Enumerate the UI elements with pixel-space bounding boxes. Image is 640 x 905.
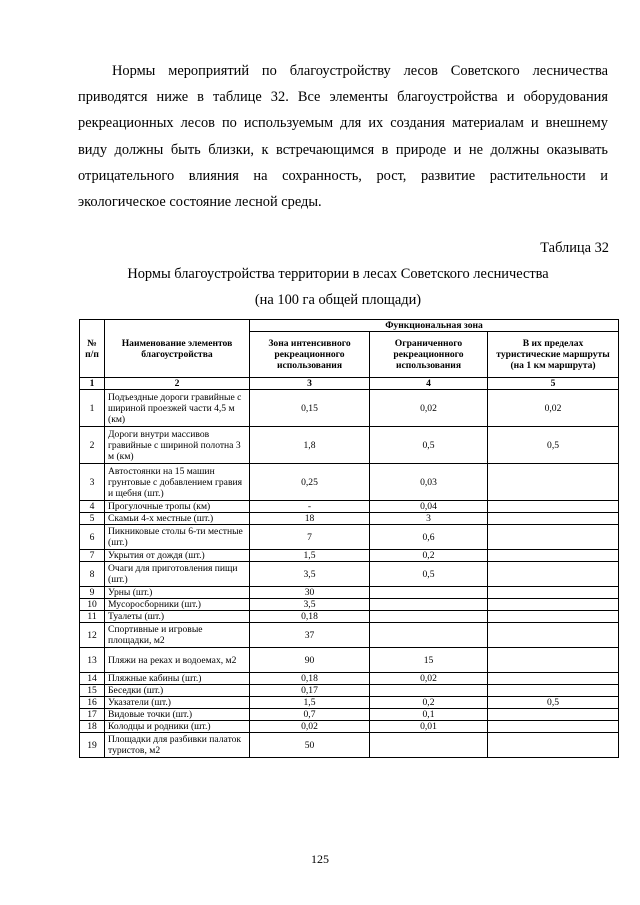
row-route-value-cell	[488, 709, 619, 721]
row-intensive-value-cell: 1,8	[250, 427, 370, 464]
row-route-value-cell	[488, 721, 619, 733]
header-limited-zone: Ограниченного рекреационного использования	[370, 332, 488, 378]
row-limited-value-cell: 0,04	[370, 501, 488, 513]
row-intensive-value-cell: -	[250, 501, 370, 513]
index-cell: 2	[105, 378, 250, 390]
table-row	[80, 697, 619, 709]
row-number-cell: 2	[80, 427, 105, 464]
row-name-cell: Автостоянки на 15 машин грунтовые с добавлением гравия и щебня (шт.)	[105, 464, 250, 501]
row-intensive-value-cell: 37	[250, 623, 370, 648]
row-route-value-cell	[488, 599, 619, 611]
row-limited-value-cell	[370, 599, 488, 611]
row-route-value-cell	[488, 587, 619, 599]
row-intensive-value-cell: 30	[250, 587, 370, 599]
row-name-cell: Указатели (шт.)	[105, 697, 250, 709]
header-tourist-routes: В их пределах туристические маршруты (на 1 км маршрута)	[488, 332, 619, 378]
table-row	[80, 599, 619, 611]
row-name-cell: Пикниковые столы 6-ти местные (шт.)	[105, 525, 250, 550]
table-body	[80, 390, 619, 758]
row-number-cell: 14	[80, 673, 105, 685]
row-intensive-value-cell: 90	[250, 648, 370, 673]
table-row	[80, 648, 619, 673]
row-number-cell: 3	[80, 464, 105, 501]
row-route-value-cell: 0,5	[488, 697, 619, 709]
table-row	[80, 562, 619, 587]
row-limited-value-cell: 3	[370, 513, 488, 525]
table-row	[80, 513, 619, 525]
row-name-cell: Туалеты (шт.)	[105, 611, 250, 623]
row-route-value-cell	[488, 525, 619, 550]
row-intensive-value-cell: 1,5	[250, 550, 370, 562]
row-name-cell: Мусоросборники (шт.)	[105, 599, 250, 611]
header-functional-zone: Функциональная зона	[250, 320, 619, 332]
row-number-cell: 11	[80, 611, 105, 623]
row-intensive-value-cell: 0,02	[250, 721, 370, 733]
table-row	[80, 390, 619, 427]
row-route-value-cell	[488, 611, 619, 623]
row-limited-value-cell: 0,2	[370, 550, 488, 562]
row-route-value-cell: 0,02	[488, 390, 619, 427]
table-row	[80, 464, 619, 501]
row-number-cell: 10	[80, 599, 105, 611]
row-route-value-cell	[488, 550, 619, 562]
row-route-value-cell	[488, 464, 619, 501]
row-intensive-value-cell: 0,17	[250, 685, 370, 697]
row-limited-value-cell	[370, 587, 488, 599]
row-intensive-value-cell: 3,5	[250, 562, 370, 587]
row-number-cell: 4	[80, 501, 105, 513]
table-row	[80, 501, 619, 513]
row-route-value-cell: 0,5	[488, 427, 619, 464]
row-name-cell: Подъездные дороги гравийные с шириной проезжей части 4,5 м (км)	[105, 390, 250, 427]
row-number-cell: 12	[80, 623, 105, 648]
header-name: Наименование элементов благоустройства	[105, 320, 250, 378]
intro-paragraph	[78, 58, 608, 215]
norms-table	[79, 319, 619, 758]
row-number-cell: 15	[80, 685, 105, 697]
row-limited-value-cell: 0,5	[370, 562, 488, 587]
row-route-value-cell	[488, 648, 619, 673]
row-route-value-cell	[488, 685, 619, 697]
row-limited-value-cell: 0,02	[370, 390, 488, 427]
paragraph-line: виду должны быть близки, к встречающимся в природе и не должны оказывать	[78, 141, 608, 158]
header-intensive-zone: Зона интенсивного рекреационного использования	[250, 332, 370, 378]
row-number-cell: 5	[80, 513, 105, 525]
page-number: 125	[311, 852, 329, 866]
row-intensive-value-cell: 18	[250, 513, 370, 525]
row-number-cell: 9	[80, 587, 105, 599]
row-route-value-cell	[488, 562, 619, 587]
paragraph-line: рекреационных лесов по используемым для их создания материалам и внешнему	[78, 115, 608, 132]
row-intensive-value-cell: 50	[250, 733, 370, 758]
row-intensive-value-cell: 7	[250, 525, 370, 550]
index-cell: 3	[250, 378, 370, 390]
row-number-cell: 16	[80, 697, 105, 709]
row-name-cell: Площадки для разбивки палаток туристов, м2	[105, 733, 250, 758]
row-limited-value-cell	[370, 623, 488, 648]
row-number-cell: 6	[80, 525, 105, 550]
row-intensive-value-cell: 0,25	[250, 464, 370, 501]
row-name-cell: Укрытия от дождя (шт.)	[105, 550, 250, 562]
row-name-cell: Пляжные кабины (шт.)	[105, 673, 250, 685]
table-row	[80, 550, 619, 562]
row-number-cell: 18	[80, 721, 105, 733]
row-number-cell: 7	[80, 550, 105, 562]
row-name-cell: Колодцы и родники (шт.)	[105, 721, 250, 733]
row-number-cell: 19	[80, 733, 105, 758]
row-limited-value-cell: 0,03	[370, 464, 488, 501]
row-intensive-value-cell: 1,5	[250, 697, 370, 709]
table-row	[80, 709, 619, 721]
table-row	[80, 685, 619, 697]
table-row	[80, 525, 619, 550]
row-intensive-value-cell: 0,15	[250, 390, 370, 427]
row-name-cell: Пляжи на реках и водоемах, м2	[105, 648, 250, 673]
row-route-value-cell	[488, 623, 619, 648]
row-name-cell: Спортивные и игровые площадки, м2	[105, 623, 250, 648]
table-title: Нормы благоустройства территории в лесах Советского лесничества	[127, 266, 549, 282]
index-cell: 5	[488, 378, 619, 390]
paragraph-line: приводятся ниже в таблице 32. Все элементы благоустройства и оборудования	[78, 89, 608, 106]
row-limited-value-cell	[370, 611, 488, 623]
row-name-cell: Беседки (шт.)	[105, 685, 250, 697]
row-name-cell: Прогулочные тропы (км)	[105, 501, 250, 513]
row-limited-value-cell: 0,1	[370, 709, 488, 721]
row-name-cell: Урны (шт.)	[105, 587, 250, 599]
row-limited-value-cell	[370, 733, 488, 758]
table-row	[80, 733, 619, 758]
row-intensive-value-cell: 0,18	[250, 673, 370, 685]
row-name-cell: Очаги для приготовления пищи (шт.)	[105, 562, 250, 587]
table-row	[80, 673, 619, 685]
row-route-value-cell	[488, 513, 619, 525]
table-row	[80, 587, 619, 599]
row-number-cell: 13	[80, 648, 105, 673]
row-limited-value-cell: 0,02	[370, 673, 488, 685]
row-limited-value-cell: 0,01	[370, 721, 488, 733]
table-row	[80, 611, 619, 623]
row-route-value-cell	[488, 501, 619, 513]
row-intensive-value-cell: 3,5	[250, 599, 370, 611]
index-cell: 4	[370, 378, 488, 390]
row-intensive-value-cell: 0,7	[250, 709, 370, 721]
table-row	[80, 623, 619, 648]
row-limited-value-cell: 0,6	[370, 525, 488, 550]
row-intensive-value-cell: 0,18	[250, 611, 370, 623]
table-row	[80, 721, 619, 733]
table-subtitle: (на 100 га общей площади)	[254, 292, 422, 308]
row-limited-value-cell	[370, 685, 488, 697]
row-limited-value-cell: 0,2	[370, 697, 488, 709]
paragraph-line: отрицательного влияния на сохранность, рост, развитие растительности и	[78, 167, 608, 184]
header-num: № п/п	[80, 320, 105, 378]
paragraph-line: Нормы мероприятий по благоустройству лесов Советского лесничества	[112, 63, 608, 79]
row-limited-value-cell: 15	[370, 648, 488, 673]
row-name-cell: Скамьи 4-х местные (шт.)	[105, 513, 250, 525]
row-route-value-cell	[488, 673, 619, 685]
row-number-cell: 8	[80, 562, 105, 587]
row-name-cell: Видовые точки (шт.)	[105, 709, 250, 721]
table-row	[80, 427, 619, 464]
row-name-cell: Дороги внутри массивов гравийные с шириной полотна 3 м (км)	[105, 427, 250, 464]
index-cell: 1	[80, 378, 105, 390]
row-number-cell: 17	[80, 709, 105, 721]
paragraph-line: экологическое состояние лесной среды.	[78, 194, 322, 211]
row-number-cell: 1	[80, 390, 105, 427]
row-route-value-cell	[488, 733, 619, 758]
row-limited-value-cell: 0,5	[370, 427, 488, 464]
table-number: Таблица 32	[540, 240, 609, 256]
table-header	[80, 320, 619, 390]
